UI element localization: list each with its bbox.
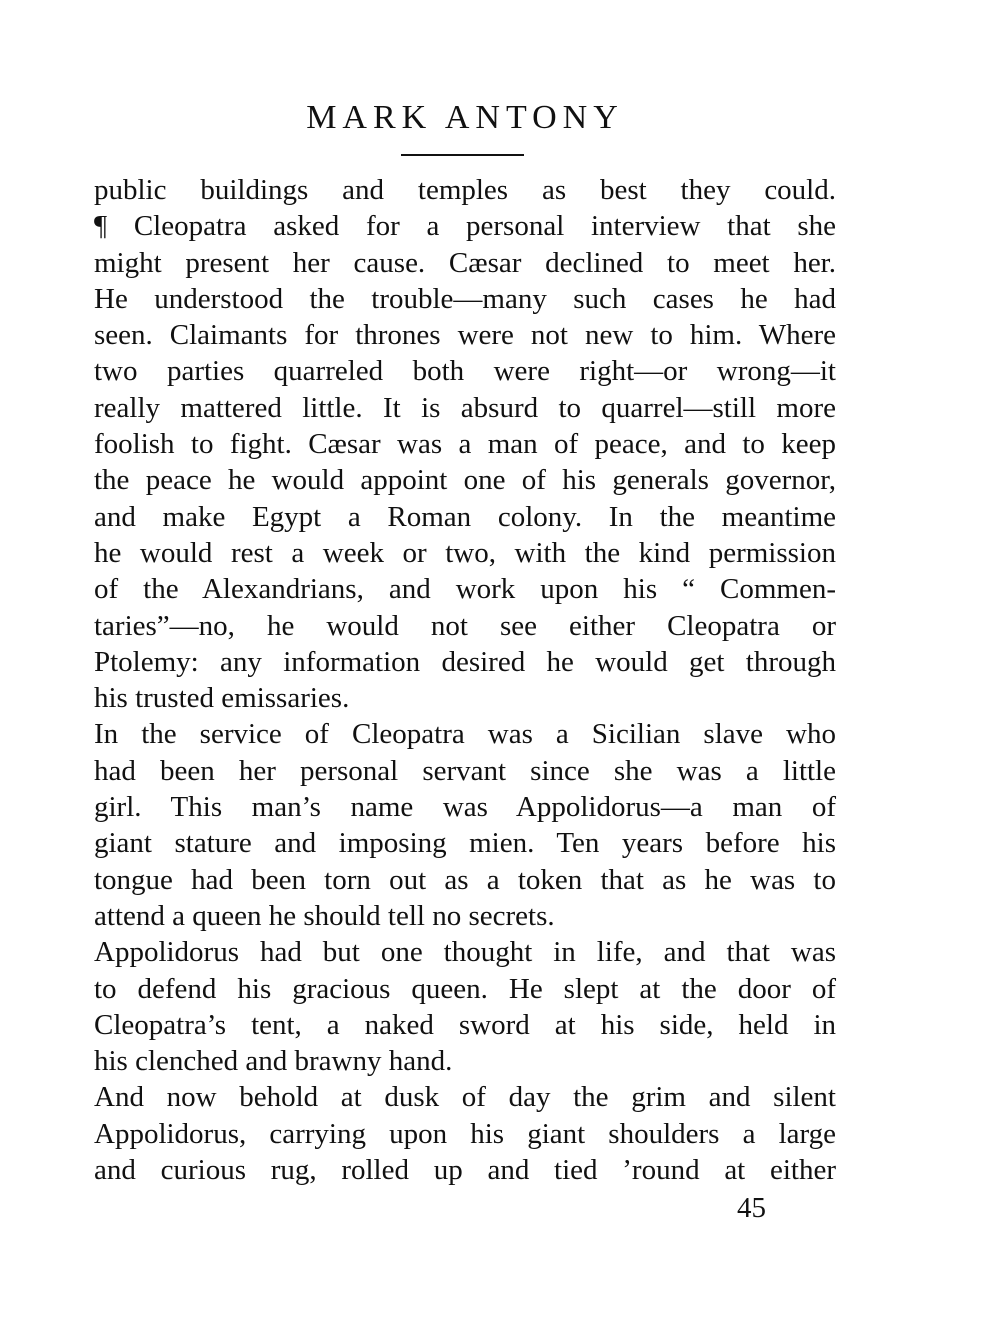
text-line: his clenched and brawny hand.: [94, 1045, 453, 1078]
text-line: really mattered little. It is absurd to quarrel—still more: [94, 391, 836, 424]
text-line: Cleopatra’s tent, a naked sword at his side, held in: [94, 1008, 836, 1041]
text-line: ¶ Cleopatra asked for a personal interview that she: [94, 210, 836, 243]
text-line: giant stature and imposing mien. Ten years before his: [94, 827, 836, 860]
text-line: he would rest a week or two, with the kind permission: [94, 536, 836, 569]
text-line: and make Egypt a Roman colony. In the meantime: [94, 500, 836, 533]
text-line: public buildings and temples as best they could.: [94, 174, 836, 206]
text-line: foolish to fight. Cæsar was a man of peace, and to keep: [94, 428, 836, 461]
text-line: two parties quarreled both were right—or wrong—it: [94, 355, 836, 388]
text-line: He understood the trouble—many such cases he had: [94, 282, 836, 315]
text-line: to defend his gracious queen. He slept at the door of: [94, 972, 836, 1005]
text-line: had been her personal servant since she was a little: [94, 754, 836, 787]
text-line: girl. This man’s name was Appolidorus—a man of: [94, 791, 836, 824]
text-line: taries”—no, he would not see either Cleopatra or: [94, 609, 836, 642]
text-line: Appolidorus, carrying upon his giant shoulders a large: [94, 1117, 836, 1150]
text-line: of the Alexandrians, and work upon his “ Commen-: [94, 573, 836, 606]
body-text: [94, 172, 836, 1188]
text-line: might present her cause. Cæsar declined to meet her.: [94, 246, 836, 279]
text-line: Appolidorus had but one thought in life, and that was: [94, 936, 836, 969]
header-rule: [401, 154, 524, 156]
text-line: And now behold at dusk of day the grim and silent: [94, 1081, 836, 1114]
text-line: his trusted emissaries.: [94, 682, 350, 715]
text-line: attend a queen he should tell no secrets.: [94, 899, 555, 932]
running-head: MARK ANTONY: [306, 99, 624, 136]
text-line: and curious rug, rolled up and tied ’round at either: [94, 1154, 836, 1187]
text-line: the peace he would appoint one of his generals governor,: [94, 464, 836, 497]
text-line: In the service of Cleopatra was a Sicilian slave who: [94, 718, 836, 751]
text-line: tongue had been torn out as a token that as he was to: [94, 863, 836, 896]
page-number: 45: [737, 1192, 766, 1224]
text-line: Ptolemy: any information desired he would get through: [94, 645, 836, 678]
text-line: seen. Claimants for thrones were not new to him. Where: [94, 319, 836, 352]
